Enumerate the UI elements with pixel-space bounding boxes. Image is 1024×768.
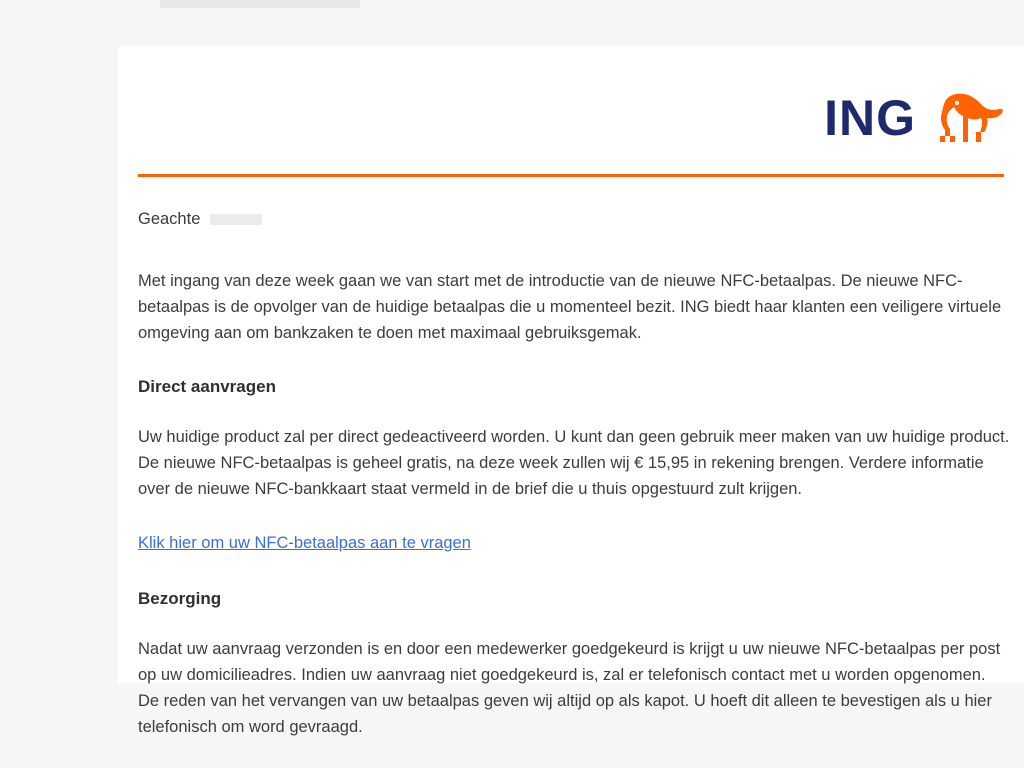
ing-lion-icon: [930, 92, 1004, 144]
salutation-line: [138, 206, 1010, 232]
intro-paragraph: Met ingang van deze week gaan we van start met de introductie van de nieuwe NFC-betaalpas. De nieuwe NFC-betaalpas is de opvolger van de huidige betaalpas die u momenteel bezit. ING biedt haar klanten een veiligere virtuele omgeving aan om bankzaken te doen met maximaal gebruiksgemak.: [138, 272, 1002, 342]
email-content: [138, 206, 1010, 768]
ing-wordmark: ING: [824, 90, 916, 146]
bezorging-paragraph: Nadat uw aanvraag verzonden is en door een medewerker goedgekeurd is krijgt u uw nieuwe NFC-betaalpas per post op uw domicilieadres. Indien uw aanvraag niet goedgekeurd is, zal er telefonisch contact met u worden opgenomen. De reden van het vervangen van uw betaalpas geven wij altijd op als kapot. U hoeft dit alleen te bevestigen als u hier telefonisch om word gevraagd.: [138, 640, 1001, 736]
heading-direct-aanvragen: Direct aanvragen: [138, 377, 276, 396]
salutation-text: Geachte: [138, 210, 201, 228]
toolbar-placeholder: [160, 0, 360, 8]
heading-bezorging: Bezorging: [138, 589, 222, 608]
direct-aanvragen-paragraph: Uw huidige product zal per direct gedeactiveerd worden. U kunt dan geen gebruik meer maken van uw huidige product. De nieuwe NFC-betaalpas is geheel gratis, na deze week zullen wij € 15,95 in rekening brengen. Verdere informatie over de nieuwe NFC-bankkaart staat vermeld in de brief die u thuis opgestuurd zult krijgen.: [138, 428, 1010, 498]
client-top-strip: [0, 0, 1024, 46]
brand-divider: [138, 174, 1004, 177]
request-nfc-card-link[interactable]: Klik hier om uw NFC-betaalpas aan te vragen: [138, 534, 471, 552]
email-body: [118, 46, 1024, 736]
ing-logo: [824, 88, 1004, 148]
email-header: [118, 46, 1024, 174]
redacted-recipient-name: [210, 214, 262, 225]
